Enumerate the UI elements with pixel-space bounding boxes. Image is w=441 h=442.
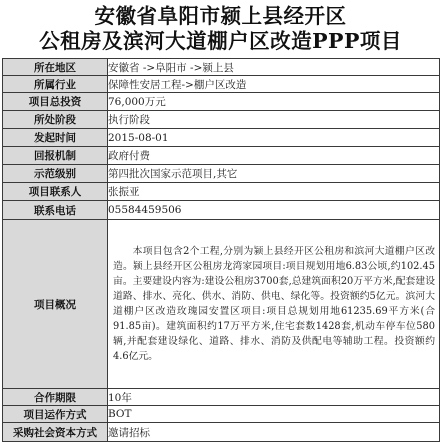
row-value: 保障性安居工程->棚户区改造 — [108, 76, 440, 93]
row-value: 安徽省 ->阜阳市 ->颍上县 — [108, 59, 440, 76]
title-line-2: 公租房及滨河大道棚户区改造PPP项目 — [39, 29, 402, 53]
row-label: 采购社会资本方式 — [3, 423, 108, 442]
table-row — [3, 129, 440, 147]
row-value: 05584459506 — [108, 201, 440, 220]
row-value: 执行阶段 — [108, 111, 440, 129]
table-row — [3, 183, 440, 201]
row-label: 回报机制 — [3, 147, 108, 165]
table-row — [3, 59, 440, 76]
row-value: 政府付费 — [108, 147, 440, 165]
project-info-table — [2, 58, 440, 442]
row-label: 发起时间 — [3, 129, 108, 147]
row-value: 第四批次国家示范项目,其它 — [108, 165, 440, 183]
row-value: 张振亚 — [108, 183, 440, 201]
title-line-1: 安徽省阜阳市颍上县经开区 — [94, 4, 347, 28]
row-value: 76,000万元 — [108, 93, 440, 111]
row-label: 所属行业 — [3, 76, 108, 93]
table-row — [3, 406, 440, 423]
table-row — [3, 201, 440, 220]
table-row — [3, 389, 440, 406]
row-value: 2015-08-01 — [108, 129, 440, 147]
row-label: 项目概况 — [3, 220, 108, 389]
row-label: 项目总投资 — [3, 93, 108, 111]
row-value: 10年 — [108, 389, 440, 406]
table-row — [3, 423, 440, 442]
table-row — [3, 165, 440, 183]
row-label: 项目运作方式 — [3, 406, 108, 423]
row-label: 联系电话 — [3, 201, 108, 220]
table-row — [3, 147, 440, 165]
row-value-overview: 本项目包含2个工程,分别为颍上县经开区公租房和滨河大道棚户区改造。颍上县经开区公租房龙湾家园项目:项目规划用地6.83公顷,约102.45亩。主要建设内容为:建设公租房3700套,总建筑面积20万平方米,配套建设道路、排水、亮化、供水、消防、供电、绿化等。投资额约5亿元。滨河大道棚户区改造玫瑰园安置区项目:项目总规划用地61235.69平方米(合91.85亩)。建筑面积约17万平方米,住宅套数1428套,机动车停车位580辆,并配套建设绿化、道路、排水、消防及供配电等辅助工程。投资额约4.6亿元。 — [108, 220, 440, 389]
table-row — [3, 76, 440, 93]
table-row — [3, 93, 440, 111]
row-label: 所处阶段 — [3, 111, 108, 129]
row-label: 所在地区 — [3, 59, 108, 76]
row-label: 合作期限 — [3, 389, 108, 406]
table-row — [3, 220, 440, 389]
row-value: BOT — [108, 406, 440, 423]
row-value: 邀请招标 — [108, 423, 440, 442]
project-title — [0, 4, 441, 54]
row-label: 项目联系人 — [3, 183, 108, 201]
table-row — [3, 111, 440, 129]
row-label: 示范级别 — [3, 165, 108, 183]
